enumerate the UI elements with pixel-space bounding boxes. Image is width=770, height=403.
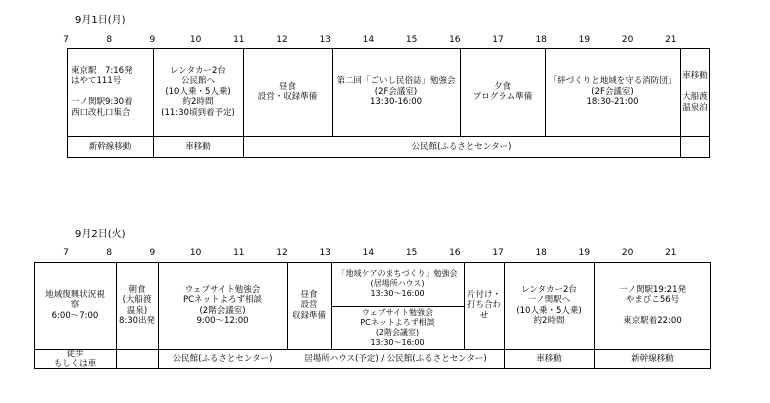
day1-loc-kominkan: 公民館(ふるさとセンター): [411, 141, 512, 152]
hour-label: 8: [106, 35, 113, 45]
hour-label: 17: [492, 35, 504, 45]
day1-loc-shinkansen: 新幹線移動: [88, 141, 132, 152]
hour-label: 18: [535, 248, 547, 258]
hour-label: 11: [233, 248, 245, 258]
day2-ichinoseki-departure: 一ノ関駅19:21発 やまびこ56号 東京駅着22:00: [619, 284, 686, 326]
hour-label: 19: [578, 35, 591, 45]
day2-web-session-1: ウェブサイト勉強会 PCネットよろず相談 (2階会議室) 9:00〜12:00: [182, 284, 263, 326]
hour-label: 7: [63, 248, 69, 258]
hour-label: 10: [189, 248, 202, 258]
hour-label: 16: [449, 35, 461, 45]
hour-label: 14: [362, 248, 375, 258]
day2-web-session-2: ウェブサイト勉強会 PCネットよろず相談 (2階会議室) 13:30〜16:00: [360, 307, 435, 347]
day2-loc-walk: 徒歩 もしくは車: [53, 349, 97, 369]
hour-label: 7: [63, 35, 69, 45]
day1-tokyo-departure: 東京駅 7:16発 はやて111号 一ノ関駅9:30着 西口改札口集合: [71, 65, 133, 118]
day1-loc-car: 車移動: [185, 141, 211, 152]
day1-fire-brigade-session: 「絆づくりと地域を守る消防団」 (2F会議室) 18:30-21:00: [548, 76, 677, 108]
day2-title: 9月2日(火): [75, 229, 126, 240]
day1-rental-car: レンタカー2台 公民館へ (10人乗・5人乗) 約2時間 (11:30頃到着予定): [161, 65, 235, 118]
day2-rental-car: レンタカー2台 一ノ関駅へ (10人乗・5人乗) 約2時間: [516, 284, 582, 326]
hour-label: 17: [492, 248, 504, 258]
hour-label: 19: [578, 248, 591, 258]
day2-loc-car: 車移動: [536, 353, 562, 364]
day2-breakfast: 朝食 (大船渡 温泉) 8:30出発: [118, 284, 156, 326]
day1-car-onsen: 車移動 大船渡 温泉泊: [682, 71, 708, 113]
hour-label: 21: [665, 248, 677, 258]
day2-lunch: 昼食 設営 収録準備: [291, 289, 326, 321]
hour-label: 9: [149, 35, 156, 45]
day1-title: 9月1日(月): [75, 15, 126, 26]
day2-cleanup: 片付け・ 打ち合わ せ: [466, 289, 501, 321]
hour-label: 11: [233, 35, 245, 45]
day2-survey: 地域復興状況視 察 6:00〜7:00: [45, 289, 105, 321]
day2-loc-ibasho: 居場所ハウス(予定) / 公民館(ふるさとセンター): [304, 353, 487, 364]
day2-care-session: 「地域ケアのまちづくり」勉強会 (居場所ハウス) 13:30〜16:00: [337, 269, 458, 298]
day1-lunch: 昼食 設営・収録準備: [257, 81, 318, 102]
hour-label: 13: [319, 35, 331, 45]
hour-label: 13: [319, 248, 331, 258]
hour-label: 10: [189, 35, 202, 45]
hour-label: 12: [276, 248, 288, 258]
hour-label: 15: [405, 248, 418, 258]
hour-label: 20: [621, 248, 634, 258]
day1-dinner: 夕食 プログラム準備: [472, 81, 533, 102]
hour-label: 9: [149, 248, 156, 258]
hour-label: 16: [449, 248, 461, 258]
hour-label: 14: [362, 35, 375, 45]
hour-label: 18: [535, 35, 547, 45]
day2-loc-shinkansen: 新幹線移動: [631, 353, 674, 364]
day1-study-session: 第二回「ごいし民俗誌」勉強会 (2F会議室) 13:30-16:00: [336, 76, 456, 108]
hour-label: 20: [621, 35, 634, 45]
day2-loc-kominkan: 公民館(ふるさとセンター): [172, 353, 273, 364]
hour-label: 12: [276, 35, 288, 45]
hour-label: 8: [106, 248, 113, 258]
hour-label: 15: [405, 35, 418, 45]
hour-label: 21: [665, 35, 677, 45]
